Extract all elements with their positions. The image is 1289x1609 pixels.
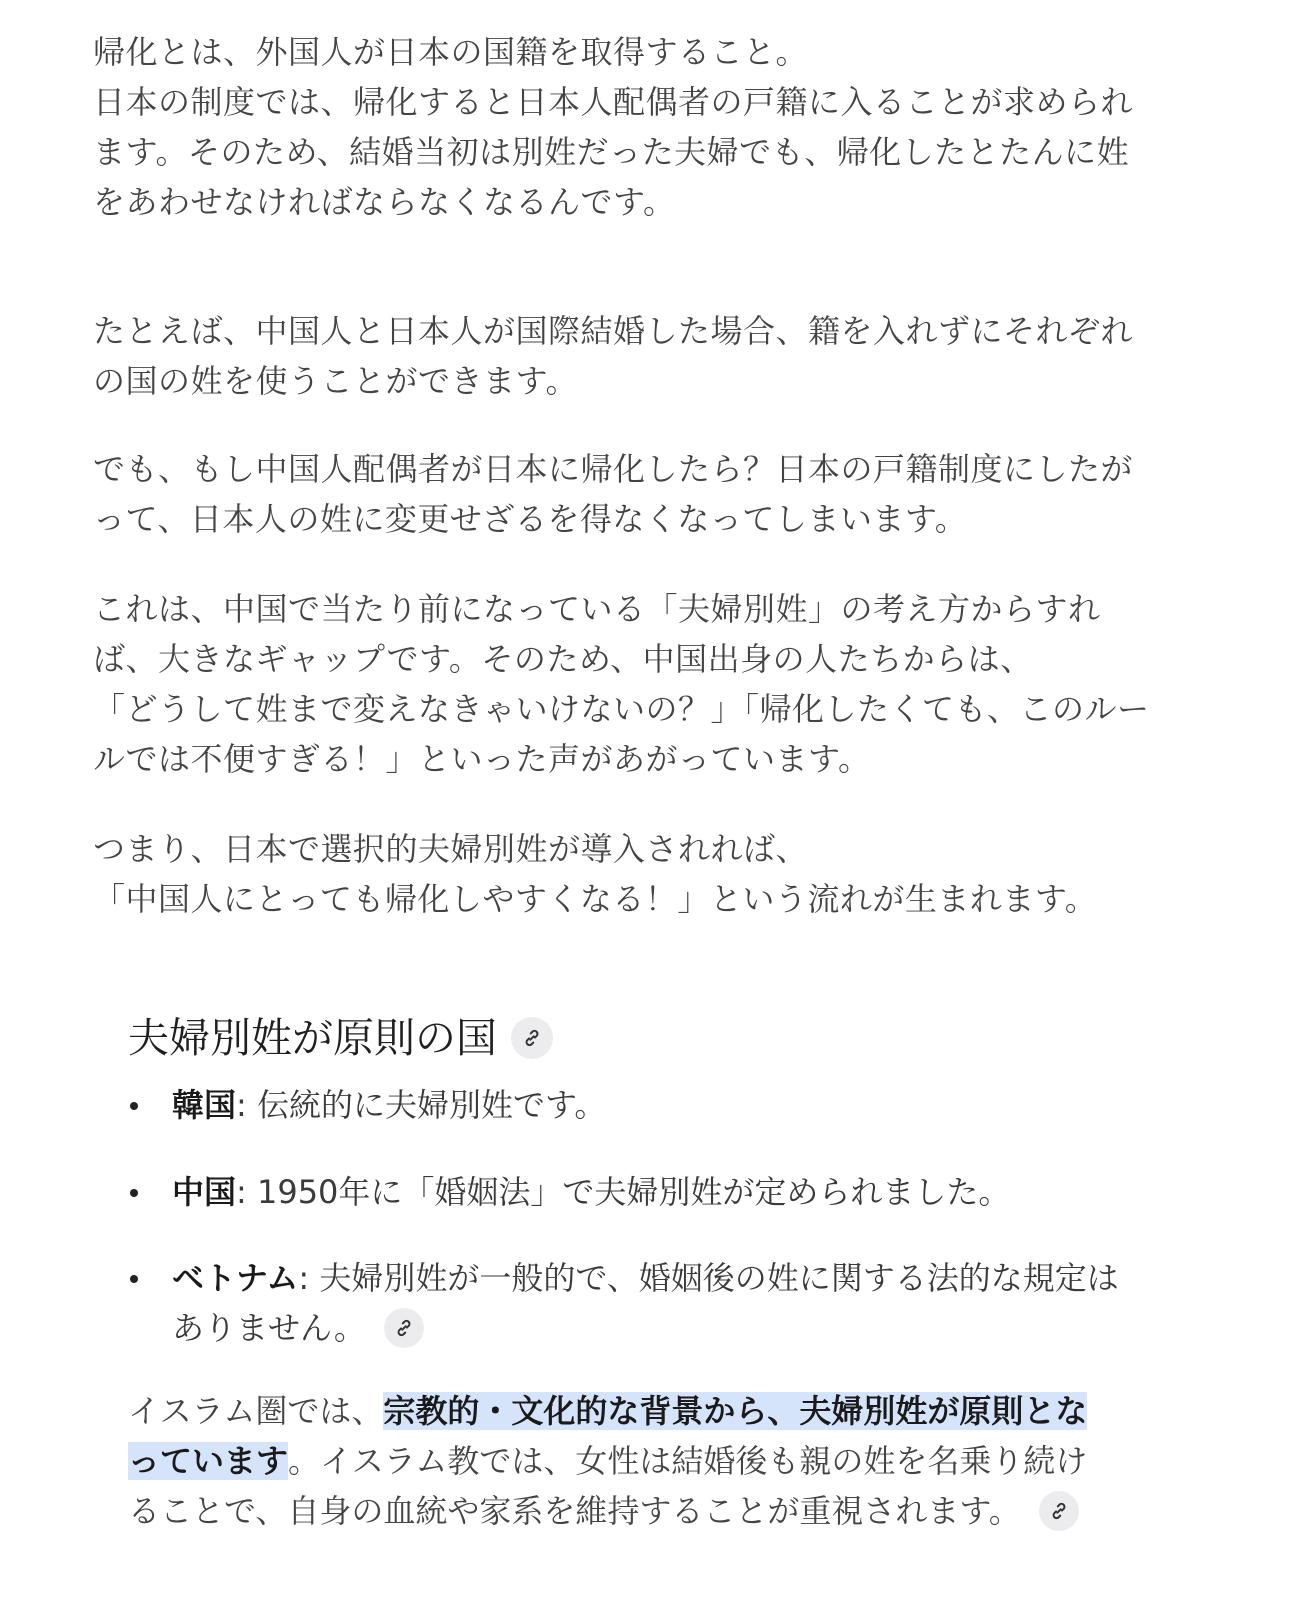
list-item-term: 中国 [172,1173,237,1211]
list-item-text: : 1950年に「婚姻法」で夫婦別姓が定められました。 [236,1173,1011,1211]
closing-prefix: イスラム圏では、 [128,1392,384,1430]
paragraph-gap [93,584,1233,784]
text-line: でも、もし中国人配偶者が日本に帰化したら？日本の戸籍制度にしたが [93,450,1134,488]
list-item-term: 韓国 [172,1086,237,1124]
text-line: の国の姓を使うことができます。 [93,362,578,400]
paragraph-naturalization-definition [93,27,1233,227]
paragraph-naturalization-effect [93,444,1233,544]
list-item-korea [130,1080,1240,1130]
country-list [130,1080,1240,1353]
list-item-vietnam [130,1253,1240,1353]
list-item-china [130,1167,1240,1217]
text-line: 日本の制度では、帰化すると日本人配偶者の戸籍に入ることが求められ [93,83,1134,121]
bullet-icon [130,1102,138,1110]
list-item-text-continued: ありません。 [172,1309,366,1347]
list-item-text: : 伝統的に夫婦別姓です。 [236,1086,607,1124]
link-icon[interactable] [511,1017,553,1059]
text-line: たとえば、中国人と日本人が国際結婚した場合、籍を入れずにそれぞれ [93,312,1134,350]
highlighted-text: 宗教的・文化的な背景から、夫婦別姓が原則とな [383,1392,1088,1430]
bullet-icon [130,1189,138,1197]
list-item-term: ベトナム [172,1259,299,1297]
text-line: ルでは不便すぎる！」といった声があがっています。 [93,740,871,778]
section-heading [128,1010,553,1066]
list-item-text: : 夫婦別姓が一般的で、婚姻後の姓に関する法的な規定は [298,1259,1119,1297]
text-line: ば、大きなギャップです。そのため、中国出身の人たちからは、 [93,640,1033,678]
text-line: つまり、日本で選択的夫婦別姓が導入されれば、 [93,830,809,868]
closing-text: ることで、自身の血統や家系を維持することが重視されます。 [128,1492,1021,1530]
bullet-icon [130,1275,138,1283]
paragraph-conclusion [93,824,1233,924]
text-line: をあわせなければならなくなるんです。 [93,183,676,221]
text-line: これは、中国で当たり前になっている「夫婦別姓」の考え方からすれ [93,590,1101,628]
closing-text: 。イスラム教では、女性は結婚後も親の姓を名乗り続け [288,1442,1088,1480]
paragraph-international-marriage [93,306,1233,406]
text-line: 帰化とは、外国人が日本の国籍を取得すること。 [93,33,809,71]
text-line: 「中国人にとっても帰化しやすくなる！」という流れが生まれます。 [93,880,1098,918]
link-icon[interactable] [1039,1491,1079,1531]
highlighted-text: っています [128,1442,289,1480]
text-line: 「どうして姓まで変えなきゃいけないの？」「帰化したくても、このルー [93,690,1150,728]
text-line: ます。そのため、結婚当初は別姓だった夫婦でも、帰化したとたんに姓 [93,133,1130,171]
section-heading-text: 夫婦別姓が原則の国 [128,1014,497,1062]
text-line: って、日本人の姓に変更せざるを得なくなってしまいます。 [93,500,968,538]
paragraph-islamic-world [128,1386,1238,1536]
link-icon[interactable] [384,1308,424,1348]
